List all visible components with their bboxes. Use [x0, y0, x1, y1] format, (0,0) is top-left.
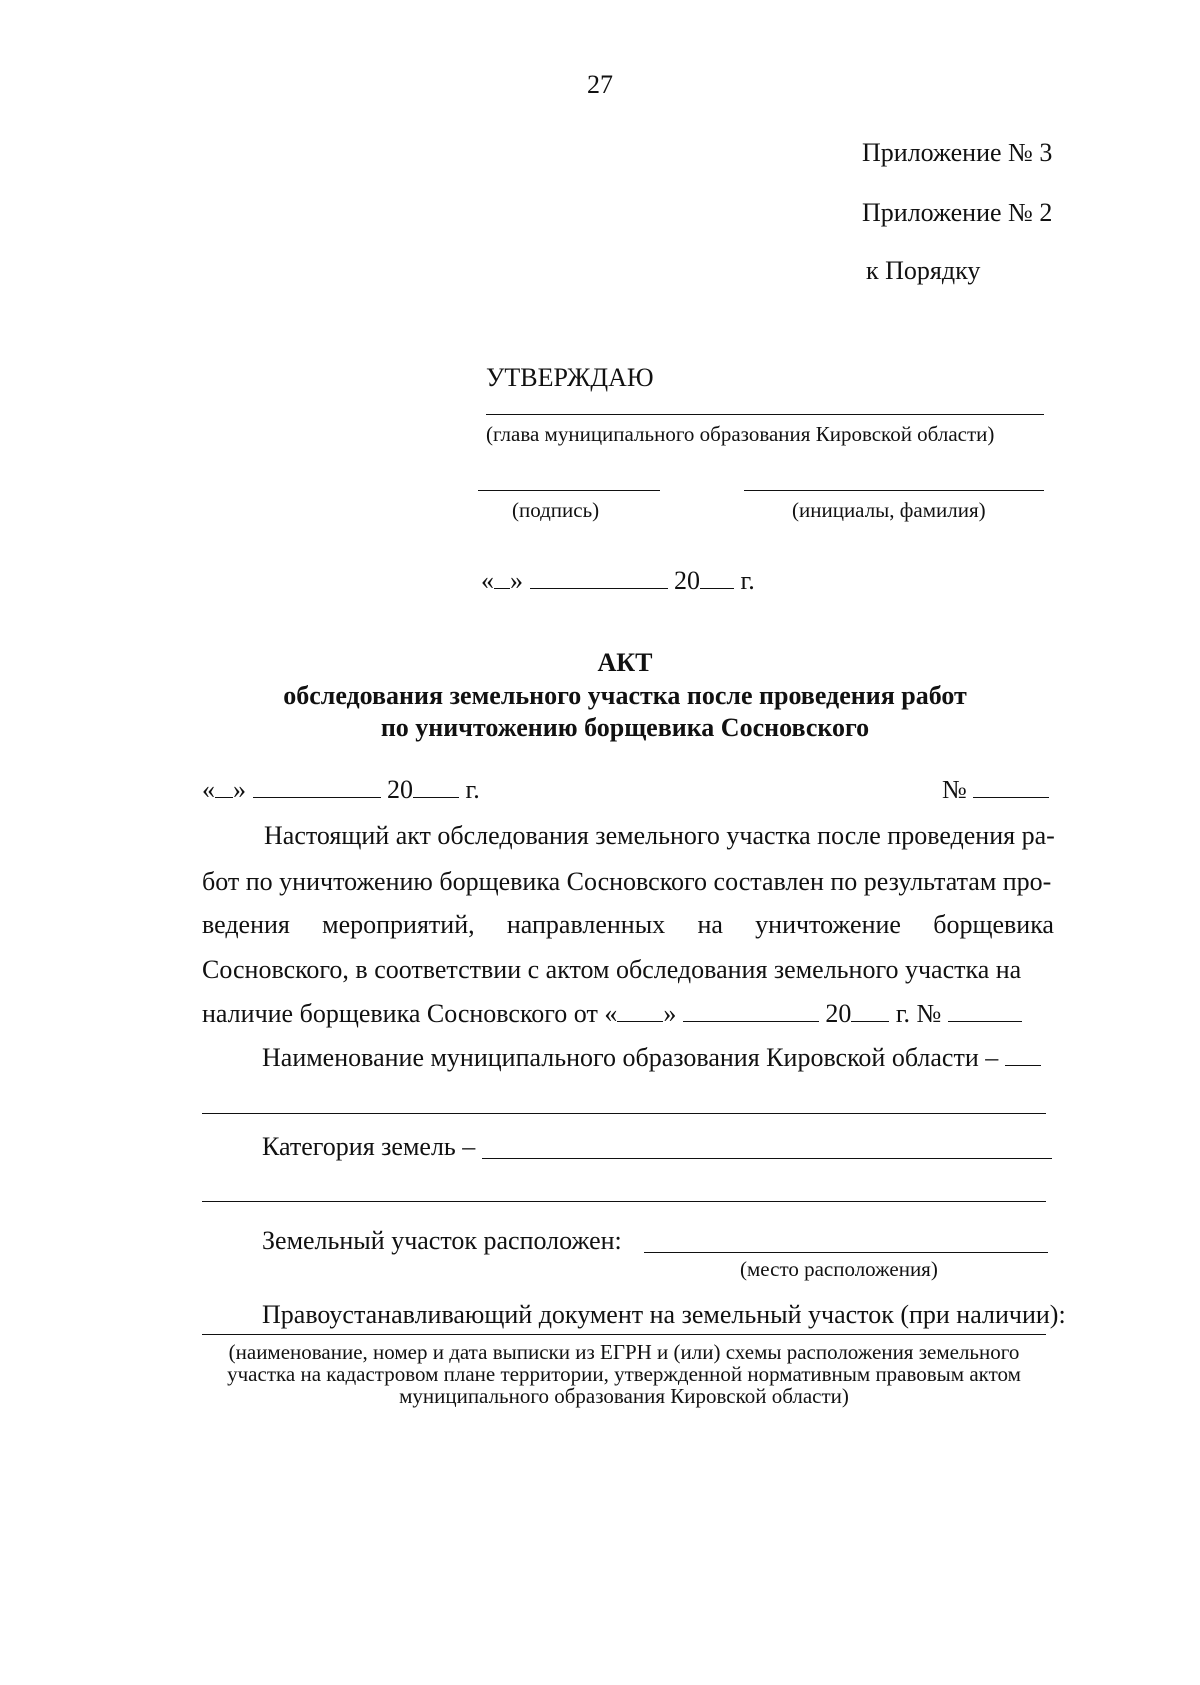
to-order-label: к Порядку [866, 256, 981, 285]
ref-number-blank [948, 1020, 1022, 1022]
month-blank [530, 587, 668, 589]
appendix-3-label: Приложение № 3 [862, 138, 1053, 167]
signature-line [478, 490, 660, 491]
ref-day-blank [617, 1020, 663, 1022]
title-document-label: Правоустанавливающий документ на земельный участок (при наличии): [262, 1300, 1066, 1329]
head-caption: (глава муниципального образования Кировской области) [486, 422, 995, 446]
paragraph-word: направленных [506, 910, 666, 939]
appendix-2-label: Приложение № 2 [862, 198, 1053, 227]
act-subtitle-1: обследования земельного участка после проведения работ [283, 681, 967, 710]
paragraph-word: борщевика [933, 910, 1054, 939]
page-number: 27 [587, 70, 613, 99]
reference-act-label: наличие борщевика Сосновского от « [202, 999, 618, 1028]
signature-caption: (подпись) [512, 498, 600, 522]
paragraph-word: ведения [202, 910, 290, 939]
act-year-prefix: 20 [387, 775, 413, 804]
act-day-blank [215, 796, 233, 798]
name-caption: (инициалы, фамилия) [792, 498, 986, 522]
act-subtitle-2: по уничтожению борщевика Сосновского [380, 713, 870, 742]
act-year-suffix: г. [465, 775, 480, 804]
act-month-blank [253, 796, 381, 798]
location-line [644, 1252, 1048, 1253]
paragraph-line-2: бот по уничтожению борщевика Сосновского составлен по результатам про- [202, 867, 1052, 896]
paragraph-word: мероприятий, [322, 910, 475, 939]
municipality-label [262, 1045, 1041, 1071]
land-category-line-2 [202, 1201, 1046, 1202]
ref-year-blank [851, 1020, 889, 1022]
location-caption: (место расположения) [740, 1257, 938, 1281]
act-year-blank [413, 796, 459, 798]
paragraph-line-5 [202, 1001, 1022, 1027]
paragraph-word: на [697, 910, 723, 939]
municipality-line [202, 1113, 1046, 1114]
date-close-quote: » [510, 566, 523, 595]
head-name-line [486, 414, 1044, 415]
title-document-line [202, 1334, 1046, 1335]
year-prefix: 20 [674, 566, 700, 595]
act-number-blank [973, 796, 1049, 798]
paragraph-line-1: Настоящий акт обследования земельного участка после проведения ра- [264, 821, 1055, 850]
approval-title: УТВЕРЖДАЮ [486, 363, 654, 392]
land-category-line [482, 1158, 1052, 1159]
year-blank [700, 587, 734, 589]
municipality-label-text: Наименование муниципального образования Кировской области – [262, 1043, 999, 1072]
title-document-caption-1: (наименование, номер и дата выписки из ЕГРН и (или) схемы расположения земельного [228, 1340, 1020, 1364]
year-suffix: г. [740, 566, 755, 595]
day-blank [494, 587, 510, 589]
paragraph-word: уничтожение [755, 910, 901, 939]
paragraph-line-3 [202, 912, 1054, 938]
ref-close-quote: » [663, 999, 677, 1028]
act-date-close-quote: » [233, 775, 246, 804]
ref-number-label: г. № [895, 999, 942, 1028]
municipality-blank-start [1005, 1064, 1041, 1066]
ref-year-prefix: 20 [825, 999, 852, 1028]
act-number [942, 777, 1049, 803]
date-open-quote: « [481, 566, 494, 595]
act-title: АКТ [597, 648, 653, 677]
ref-month-blank [683, 1020, 819, 1022]
land-category-label: Категория земель – [262, 1132, 476, 1161]
location-label: Земельный участок расположен: [262, 1226, 622, 1255]
approval-date [481, 568, 755, 594]
title-document-caption-2: участка на кадастровом плане территории, утвержденной нормативным правовым актом [227, 1362, 1021, 1386]
name-line [744, 490, 1044, 491]
act-date [202, 777, 480, 803]
title-document-caption-3: муниципального образования Кировской области) [399, 1384, 849, 1408]
act-date-open-quote: « [202, 775, 215, 804]
paragraph-line-4: Сосновского, в соответствии с актом обследования земельного участка на [202, 955, 1022, 984]
act-number-sign: № [942, 775, 967, 804]
